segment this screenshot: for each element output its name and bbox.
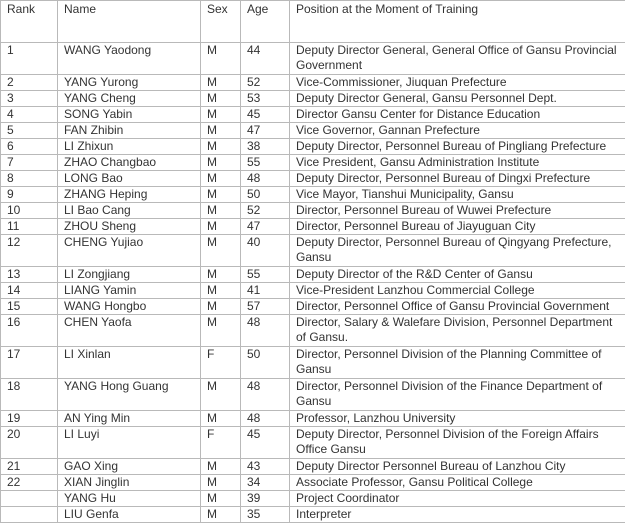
cell-rank: 12 xyxy=(1,235,58,267)
cell-name: LI Zhixun xyxy=(58,139,201,155)
cell-name: AN Ying Min xyxy=(58,411,201,427)
table-row xyxy=(1,91,625,107)
cell-sex: M xyxy=(201,299,241,315)
cell-rank: 22 xyxy=(1,475,58,491)
cell-position: Director, Personnel Division of the Finance Department of Gansu xyxy=(290,379,625,411)
cell-name: LIANG Yamin xyxy=(58,283,201,299)
cell-name: YANG Yurong xyxy=(58,75,201,91)
cell-position: Professor, Lanzhou University xyxy=(290,411,625,427)
table-row xyxy=(1,155,625,171)
cell-rank: 17 xyxy=(1,347,58,379)
cell-age: 48 xyxy=(241,171,290,187)
cell-sex: M xyxy=(201,491,241,507)
cell-sex: M xyxy=(201,219,241,235)
cell-rank: 5 xyxy=(1,123,58,139)
cell-age: 43 xyxy=(241,459,290,475)
table-row xyxy=(1,171,625,187)
cell-sex: M xyxy=(201,379,241,411)
cell-sex: F xyxy=(201,427,241,459)
cell-position: Project Coordinator xyxy=(290,491,625,507)
header-sex: Sex xyxy=(201,1,241,43)
table-row xyxy=(1,427,625,459)
cell-name: CHEN Yaofa xyxy=(58,315,201,347)
cell-age: 45 xyxy=(241,427,290,459)
cell-age: 57 xyxy=(241,299,290,315)
cell-age: 40 xyxy=(241,235,290,267)
cell-name: CHENG Yujiao xyxy=(58,235,201,267)
cell-age: 50 xyxy=(241,187,290,203)
cell-position: Vice-President Lanzhou Commercial College xyxy=(290,283,625,299)
cell-position: Vice President, Gansu Administration Institute xyxy=(290,155,625,171)
cell-position: Deputy Director General, General Office of Gansu Provincial Government xyxy=(290,43,625,75)
header-row xyxy=(1,1,625,43)
table-row xyxy=(1,491,625,507)
cell-rank: 4 xyxy=(1,107,58,123)
cell-sex: M xyxy=(201,507,241,523)
cell-sex: M xyxy=(201,91,241,107)
cell-sex: M xyxy=(201,459,241,475)
cell-position: Director, Personnel Bureau of Wuwei Prefecture xyxy=(290,203,625,219)
cell-rank: 15 xyxy=(1,299,58,315)
cell-sex: M xyxy=(201,203,241,219)
cell-rank: 9 xyxy=(1,187,58,203)
cell-name: YANG Hu xyxy=(58,491,201,507)
cell-sex: M xyxy=(201,475,241,491)
cell-rank: 1 xyxy=(1,43,58,75)
cell-rank: 18 xyxy=(1,379,58,411)
table-row xyxy=(1,187,625,203)
cell-position: Associate Professor, Gansu Political College xyxy=(290,475,625,491)
cell-sex: M xyxy=(201,123,241,139)
cell-rank: 3 xyxy=(1,91,58,107)
cell-rank: 16 xyxy=(1,315,58,347)
cell-sex: M xyxy=(201,43,241,75)
table-row xyxy=(1,203,625,219)
table-row xyxy=(1,475,625,491)
cell-name: LI Luyi xyxy=(58,427,201,459)
header-rank: Rank xyxy=(1,1,58,43)
cell-name: ZHAO Changbao xyxy=(58,155,201,171)
cell-rank xyxy=(1,507,58,523)
cell-name: FAN Zhibin xyxy=(58,123,201,139)
cell-position: Vice Governor, Gannan Prefecture xyxy=(290,123,625,139)
cell-position: Director, Personnel Bureau of Jiayuguan City xyxy=(290,219,625,235)
cell-position: Vice Mayor, Tianshui Municipality, Gansu xyxy=(290,187,625,203)
cell-name: LONG Bao xyxy=(58,171,201,187)
cell-age: 52 xyxy=(241,75,290,91)
table-row xyxy=(1,75,625,91)
cell-age: 35 xyxy=(241,507,290,523)
cell-rank: 21 xyxy=(1,459,58,475)
cell-rank: 10 xyxy=(1,203,58,219)
cell-age: 45 xyxy=(241,107,290,123)
table-row xyxy=(1,107,625,123)
cell-sex: M xyxy=(201,267,241,283)
cell-position: Director, Salary & Walefare Division, Personnel Department of Gansu. xyxy=(290,315,625,347)
cell-rank: 11 xyxy=(1,219,58,235)
cell-position: Deputy Director, Personnel Bureau of Dingxi Prefecture xyxy=(290,171,625,187)
cell-age: 39 xyxy=(241,491,290,507)
cell-name: YANG Hong Guang xyxy=(58,379,201,411)
cell-age: 48 xyxy=(241,411,290,427)
cell-rank: 8 xyxy=(1,171,58,187)
cell-age: 55 xyxy=(241,155,290,171)
table-row xyxy=(1,299,625,315)
cell-rank: 20 xyxy=(1,427,58,459)
cell-age: 38 xyxy=(241,139,290,155)
cell-age: 34 xyxy=(241,475,290,491)
cell-name: LIU Genfa xyxy=(58,507,201,523)
table-row xyxy=(1,219,625,235)
cell-sex: M xyxy=(201,155,241,171)
cell-position: Director Gansu Center for Distance Education xyxy=(290,107,625,123)
table-row xyxy=(1,139,625,155)
table-row xyxy=(1,315,625,347)
cell-name: WANG Yaodong xyxy=(58,43,201,75)
cell-age: 47 xyxy=(241,123,290,139)
cell-position: Deputy Director, Personnel Bureau of Qingyang Prefecture, Gansu xyxy=(290,235,625,267)
table-row xyxy=(1,347,625,379)
cell-rank: 19 xyxy=(1,411,58,427)
cell-sex: M xyxy=(201,139,241,155)
cell-sex: M xyxy=(201,107,241,123)
cell-sex: M xyxy=(201,315,241,347)
header-age: Age xyxy=(241,1,290,43)
cell-sex: M xyxy=(201,171,241,187)
cell-rank: 6 xyxy=(1,139,58,155)
cell-rank: 13 xyxy=(1,267,58,283)
table-row xyxy=(1,123,625,139)
cell-age: 52 xyxy=(241,203,290,219)
cell-age: 48 xyxy=(241,379,290,411)
cell-position: Deputy Director, Personnel Bureau of Pingliang Prefecture xyxy=(290,139,625,155)
table-row xyxy=(1,379,625,411)
table-row xyxy=(1,507,625,523)
cell-rank: 2 xyxy=(1,75,58,91)
cell-name: ZHANG Heping xyxy=(58,187,201,203)
cell-age: 41 xyxy=(241,283,290,299)
cell-age: 44 xyxy=(241,43,290,75)
cell-sex: M xyxy=(201,75,241,91)
cell-sex: F xyxy=(201,347,241,379)
header-position: Position at the Moment of Training xyxy=(290,1,625,43)
cell-position: Deputy Director, Personnel Division of the Foreign Affairs Office Gansu xyxy=(290,427,625,459)
table-row xyxy=(1,411,625,427)
header-name: Name xyxy=(58,1,201,43)
cell-age: 55 xyxy=(241,267,290,283)
cell-position: Interpreter xyxy=(290,507,625,523)
table-row xyxy=(1,43,625,75)
cell-rank xyxy=(1,491,58,507)
cell-name: LI Bao Cang xyxy=(58,203,201,219)
cell-name: LI Xinlan xyxy=(58,347,201,379)
cell-age: 48 xyxy=(241,315,290,347)
table-row xyxy=(1,235,625,267)
cell-sex: M xyxy=(201,411,241,427)
table-row xyxy=(1,459,625,475)
cell-sex: M xyxy=(201,283,241,299)
table-row xyxy=(1,283,625,299)
cell-name: SONG Yabin xyxy=(58,107,201,123)
cell-sex: M xyxy=(201,235,241,267)
cell-position: Director, Personnel Office of Gansu Provincial Government xyxy=(290,299,625,315)
cell-name: YANG Cheng xyxy=(58,91,201,107)
cell-age: 50 xyxy=(241,347,290,379)
table-row xyxy=(1,267,625,283)
cell-position: Deputy Director Personnel Bureau of Lanzhou City xyxy=(290,459,625,475)
cell-age: 47 xyxy=(241,219,290,235)
cell-position: Director, Personnel Division of the Planning Committee of Gansu xyxy=(290,347,625,379)
cell-name: WANG Hongbo xyxy=(58,299,201,315)
cell-rank: 14 xyxy=(1,283,58,299)
cell-rank: 7 xyxy=(1,155,58,171)
cell-position: Deputy Director General, Gansu Personnel Dept. xyxy=(290,91,625,107)
cell-sex: M xyxy=(201,187,241,203)
cell-name: GAO Xing xyxy=(58,459,201,475)
cell-name: LI Zongjiang xyxy=(58,267,201,283)
cell-age: 53 xyxy=(241,91,290,107)
cell-name: XIAN Jinglin xyxy=(58,475,201,491)
cell-position: Deputy Director of the R&D Center of Gansu xyxy=(290,267,625,283)
cell-position: Vice-Commissioner, Jiuquan Prefecture xyxy=(290,75,625,91)
cell-name: ZHOU Sheng xyxy=(58,219,201,235)
